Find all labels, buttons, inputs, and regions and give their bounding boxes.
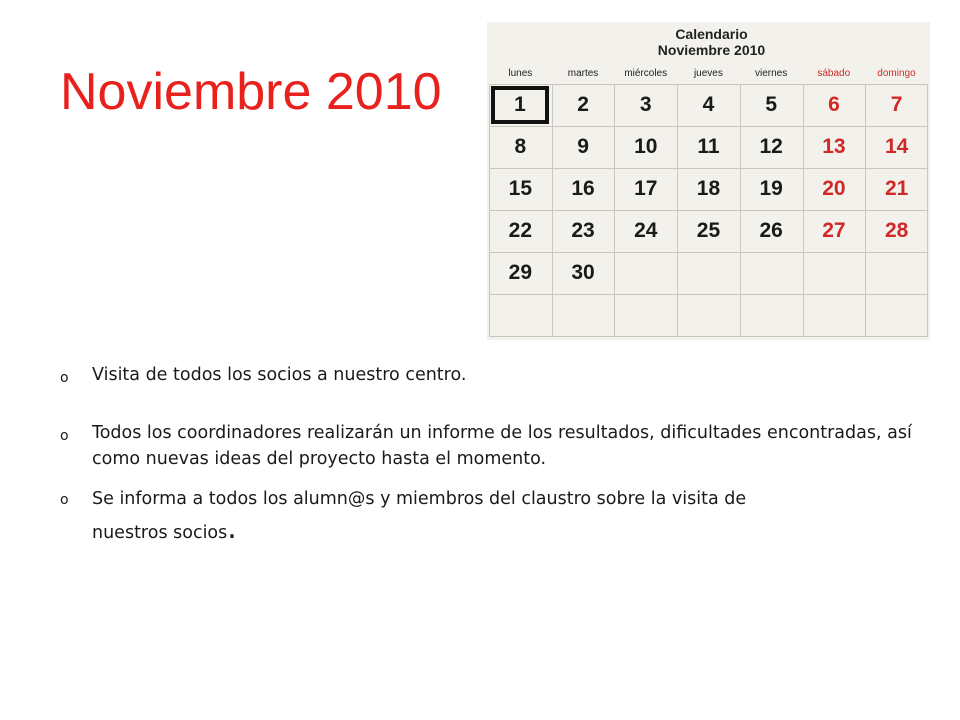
calendar-weekday-6: domingo: [877, 68, 916, 79]
calendar-day: 16: [571, 177, 595, 200]
calendar-day: 2: [577, 93, 589, 116]
calendar-image: [487, 22, 930, 340]
calendar-day-highlighted: 1: [491, 86, 549, 124]
bullet-text: Visita de todos los socios a nuestro centro.: [92, 365, 467, 385]
calendar-day: 6: [828, 93, 840, 116]
bullet-text: Todos los coordinadores realizarán un informe de los resultados, dificultades encontradas, así como nuevas ideas del proyecto hasta el momento.: [92, 423, 912, 469]
bullet-period: .: [227, 511, 237, 546]
calendar-day: 17: [634, 177, 658, 200]
calendar-weekday-row: [489, 66, 928, 82]
bullet-text-continued: [92, 511, 920, 548]
calendar-grid: [489, 84, 928, 336]
calendar-day: 23: [571, 219, 595, 242]
calendar-day: 26: [759, 219, 783, 242]
calendar-day: 27: [822, 219, 846, 242]
calendar-day: 4: [702, 93, 715, 116]
calendar-day: 10: [634, 135, 658, 158]
calendar-day: 24: [634, 219, 658, 242]
calendar-month: Noviembre 2010: [657, 42, 766, 58]
calendar-day: 22: [508, 219, 533, 242]
calendar-day: 14: [884, 135, 909, 158]
calendar-day: 19: [759, 177, 783, 200]
calendar-day: 29: [508, 261, 533, 284]
calendar-day: 5: [765, 93, 778, 116]
bullet-text: Se informa a todos los alumn@s y miembros del claustro sobre la visita de: [92, 489, 747, 509]
calendar-title: Calendario: [675, 26, 748, 42]
bullet-marker: o: [60, 370, 69, 386]
calendar-day: 20: [822, 177, 846, 200]
calendar-grid-line: [489, 336, 928, 337]
bullet-marker: o: [60, 428, 69, 444]
calendar-day: 28: [884, 219, 909, 242]
calendar-weekday-5: sábado: [817, 68, 851, 79]
calendar-grid-line: [489, 294, 928, 295]
slide-title: Noviembre 2010: [60, 63, 442, 121]
calendar-day: 18: [696, 177, 721, 200]
calendar-day: 12: [759, 135, 783, 158]
bullet-list: [60, 360, 920, 548]
bullet-item: [60, 362, 920, 388]
calendar-day: 25: [696, 219, 721, 242]
bullet-text-end: nuestros socios: [92, 523, 228, 543]
calendar-day: 3: [639, 93, 652, 116]
calendar-day: 9: [577, 135, 589, 158]
calendar-day: 7: [890, 93, 903, 116]
calendar-day: 8: [514, 135, 527, 158]
calendar-weekday-1: martes: [567, 68, 599, 79]
calendar-day: 11: [697, 135, 720, 158]
bullet-item: [60, 484, 920, 548]
calendar-weekday-2: miércoles: [624, 68, 668, 79]
calendar-day: 13: [822, 135, 846, 158]
bullet-marker: o: [60, 492, 69, 508]
calendar-day: 30: [571, 261, 595, 284]
calendar-weekday-4: viernes: [754, 68, 788, 79]
calendar-day: 21: [884, 177, 909, 200]
calendar-weekday-0: lunes: [508, 68, 533, 79]
calendar-day: 15: [508, 177, 533, 200]
bullet-item: [60, 420, 920, 472]
calendar-weekday-3: jueves: [693, 68, 723, 79]
